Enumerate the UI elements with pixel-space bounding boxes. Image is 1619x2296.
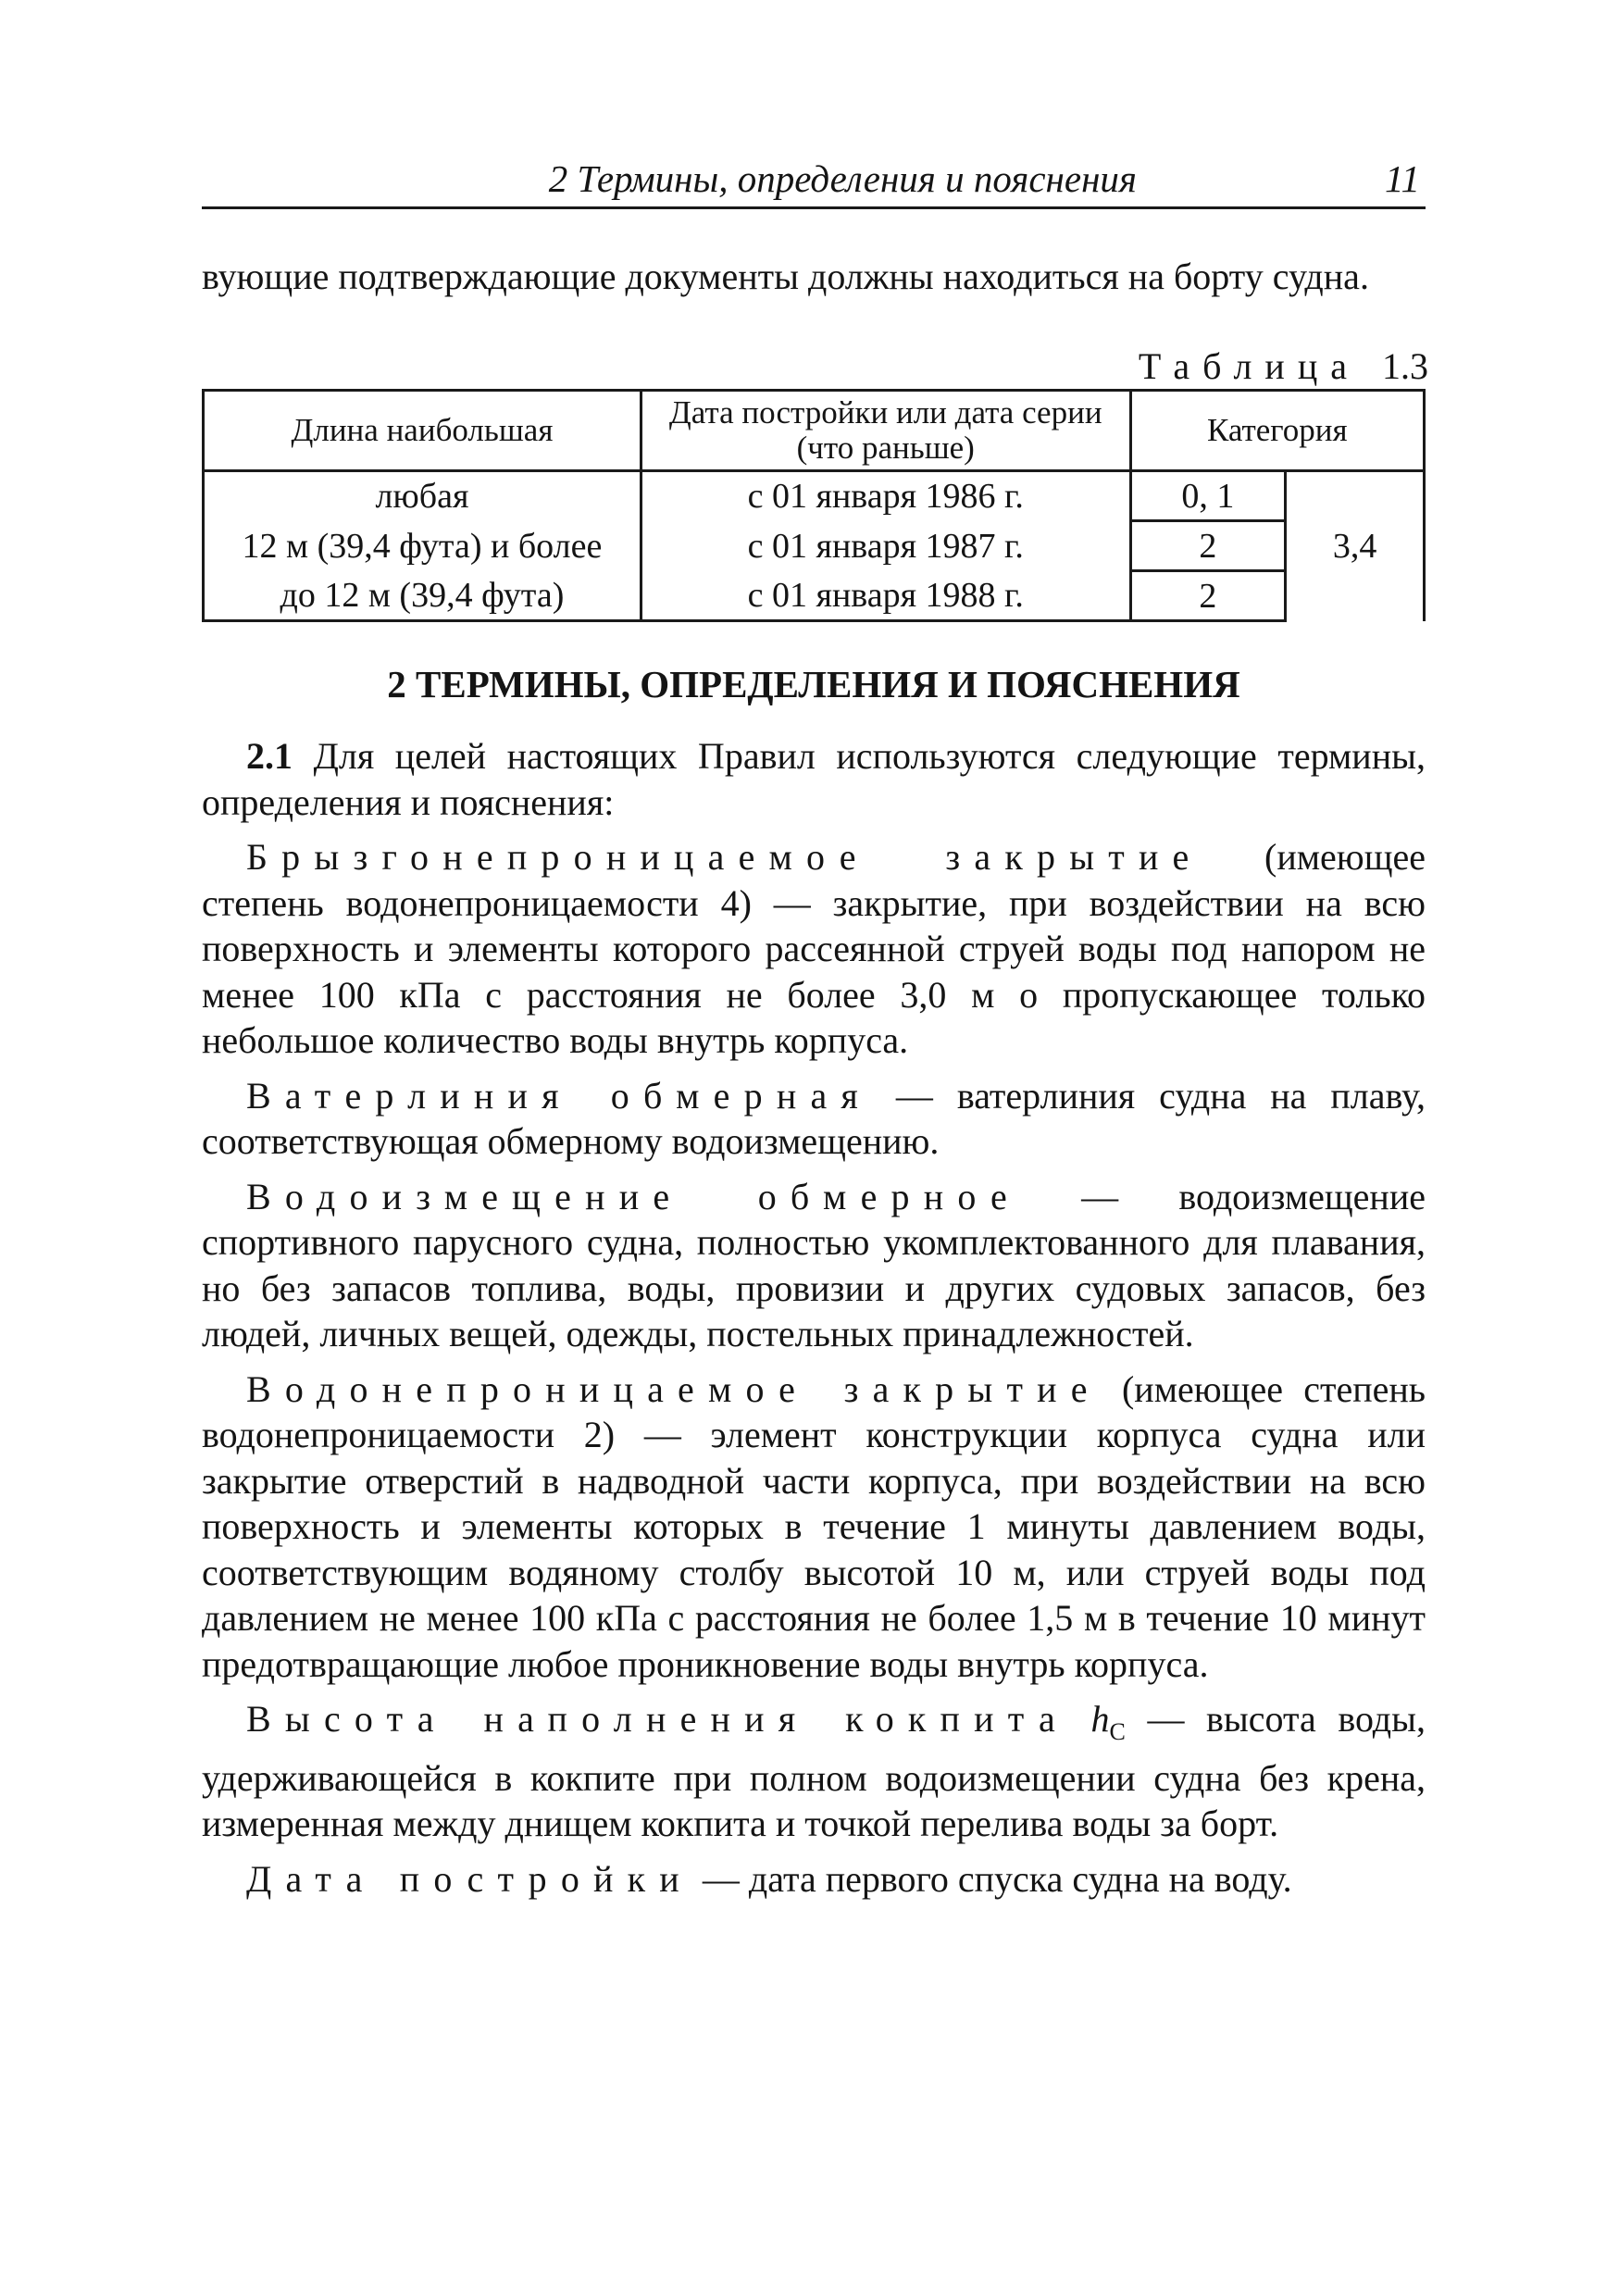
terms-list (202, 733, 1426, 1911)
term-definition: — водоизмещение спортивного парусного судна, полностью укомплектованного для плавания, но без запасов топлива, воды, провизии и других судовых запасов, без людей, личных вещей, одежды, постельных принадлежностей. (202, 1175, 1426, 1354)
section-title: 2 ТЕРМИНЫ, ОПРЕДЕЛЕНИЯ И ПОЯСНЕНИЯ (387, 663, 1240, 705)
term-paragraph (202, 1696, 1426, 1847)
term-paragraph (202, 834, 1426, 1064)
term-paragraph (202, 1856, 1426, 1903)
table-row (204, 521, 1425, 571)
cell-date: с 01 января 1986 г. (641, 471, 1130, 521)
table-row (204, 571, 1425, 621)
cell-category: 0, 1 (1130, 471, 1286, 521)
header-category: Категория (1130, 391, 1424, 471)
table-header-row (204, 391, 1425, 471)
term-paragraph (202, 1073, 1426, 1165)
term-definition: (имеющее степень водонепроницаемости 2) — элемент конструкции корпуса судна или закрытие отверстий в надводной части корпуса, при воздействии на всю поверхность и элементы которых в течение 1 минуты давлением воды, соответствующим водяному столбу высотой 10 м, или струей воды под давлением не менее 100 кПа с расстояния не более 1,5 м в течение 10 минут предотвращающие любое проникновение воды внутрь корпуса. (202, 1367, 1426, 1685)
term-definition: — высота воды, удерживающейся в кокпите при полном водоизмещении судна без крена, измеренная между днищем кокпита и точкой перелива воды за борт. (202, 1698, 1426, 1844)
term-name: Водоизмещение обмерное (246, 1175, 1021, 1217)
table-row (204, 471, 1425, 521)
cell-merged-category: 3,4 (1286, 471, 1425, 621)
cell-length: 12 м (39,4 фута) и более (204, 521, 641, 571)
table-caption (1139, 344, 1428, 389)
term-name: Дата постройки (246, 1857, 693, 1900)
term-definition: — ватерлиния судна на плаву, соответствующая обмерному водоизмещению. (202, 1074, 1426, 1162)
page-number: 11 (1385, 157, 1420, 200)
term-definition: (имеющее степень водонепроницаемости 4) — закрытие, при воздействии на всю поверхность и элементы которого рассеянной струей воды под напором не менее 100 кПа с расстояния не более 3,0 м о пропускающее только небольшое количество воды внутрь корпуса. (202, 836, 1426, 1061)
term-symbol-subscript: C (1109, 1718, 1126, 1745)
category-table (202, 389, 1426, 622)
term-definition: — дата первого спуска судна на воду. (702, 1857, 1292, 1900)
clause-number: 2.1 (246, 735, 293, 777)
term-name: Высота наполнения кокпита (246, 1698, 1069, 1740)
cell-length: любая (204, 471, 641, 521)
term-name: Брызгонепроницаемое закрытие (246, 836, 1203, 878)
term-paragraph (202, 1174, 1426, 1357)
table-caption-word: Таблица (1138, 345, 1360, 387)
cell-category: 2 (1130, 571, 1286, 621)
term-paragraph (202, 1366, 1426, 1688)
term-name: Водонепроницаемое закрытие (246, 1367, 1102, 1410)
running-header-title: 2 Термины, определения и пояснения (548, 157, 1137, 200)
intro-text: Для целей настоящих Правил используются следующие термины, определения и пояснения: (202, 735, 1426, 823)
header-date: Дата постройки или дата серии (что раньше) (641, 391, 1130, 471)
cell-category: 2 (1130, 521, 1286, 571)
continuation-paragraph: вующие подтверждающие документы должны находиться на борту судна. (202, 256, 1369, 297)
term-symbol: h (1090, 1698, 1110, 1740)
running-header (202, 151, 1426, 209)
term-name: Ватерлиния обмерная (246, 1074, 872, 1117)
intro-paragraph (202, 733, 1426, 825)
cell-date: с 01 января 1988 г. (641, 571, 1130, 621)
cell-date: с 01 января 1987 г. (641, 521, 1130, 571)
cell-length: до 12 м (39,4 фута) (204, 571, 641, 621)
header-length: Длина наибольшая (204, 391, 641, 471)
table-caption-number: 1.3 (1382, 345, 1428, 387)
